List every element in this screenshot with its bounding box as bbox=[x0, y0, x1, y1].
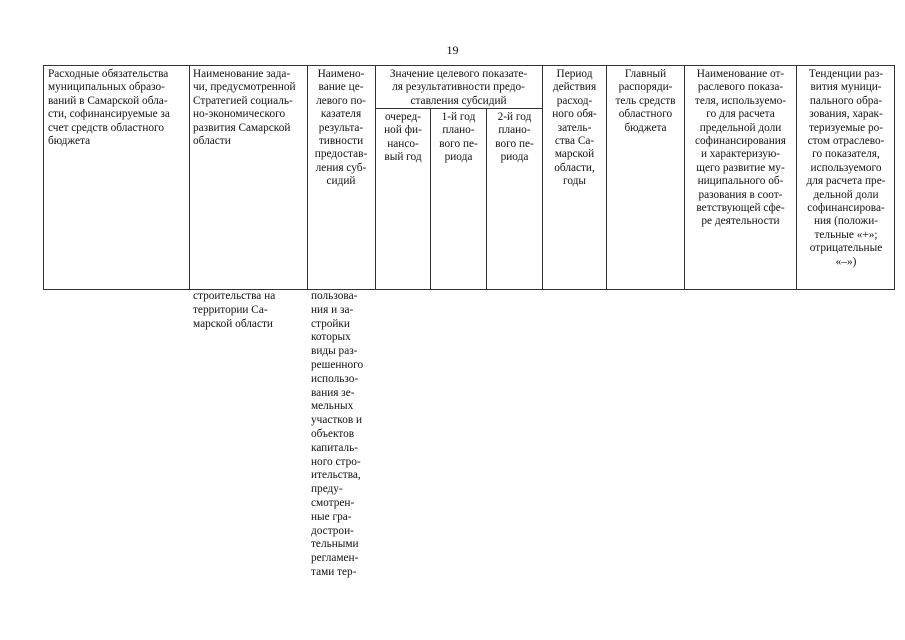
header-development-trends: Тенденции раз- вития муници- пального обра- зования, харак- теризуемые ро- стом отраслево- го показателя, используемого для расчета пре- дельной доли софинансирова- ния (положи- тельные «+»; отрицательные «–») bbox=[806, 68, 886, 268]
column-divider bbox=[684, 65, 685, 289]
header-budget-manager: Главный распоряди- тель средств областного бюджета bbox=[615, 68, 676, 134]
header-sector-indicator: Наименование от- раслевого показа- теля, используемо- го для расчета предельной доли софинансирования и характеризую- щего развитие му- ниципального об- разования в соот- ветствующей сфе- ре деятельности bbox=[694, 68, 787, 228]
header-task-name: Наименование зада- чи, предусмотренной Стратегией социаль- но-экономического развития Самарской области bbox=[193, 68, 296, 148]
header-expense-obligations: Расходные обязательства муниципальных образо- ваний в Самарской обла- сти, софинансируемые за счет средств областного бюджета bbox=[48, 68, 170, 148]
column-divider bbox=[189, 65, 190, 289]
header-indicator-value-group: Значение целевого показате- ля результативности предо- ставления субсидий bbox=[389, 68, 528, 107]
header-planning-year-2: 2-й год плано- вого пе- риода bbox=[495, 111, 534, 164]
column-divider bbox=[606, 65, 607, 289]
continuation-indicator-text: пользова- ния и за- стройки которых виды раз- решенного использо- вания зе- мельных участков и объектов капиталь- ного стро- ительства, преду- смотрен- ные гра- дострои- тельными регламен- тами тер- bbox=[311, 290, 364, 578]
header-indicator-name: Наимено- вание це- левого по- казателя результа- тивности предостав- ления суб- сидий bbox=[314, 68, 368, 188]
header-planning-year-1: 1-й год плано- вого пе- риода bbox=[439, 111, 478, 164]
column-divider bbox=[375, 65, 376, 289]
subcolumn-divider bbox=[430, 108, 431, 289]
column-divider bbox=[307, 65, 308, 289]
subcolumn-divider bbox=[486, 108, 487, 289]
page-number: 19 bbox=[446, 43, 459, 57]
continuation-task-text: строительства на территории Са- марской области bbox=[193, 290, 276, 330]
header-next-fiscal-year: очеред- ной фи- нансо- вый год bbox=[384, 111, 422, 164]
column-divider bbox=[796, 65, 797, 289]
column-divider bbox=[542, 65, 543, 289]
header-validity-period: Период действия расход- ного обя- затель- ства Са- марской области, годы bbox=[552, 68, 597, 188]
